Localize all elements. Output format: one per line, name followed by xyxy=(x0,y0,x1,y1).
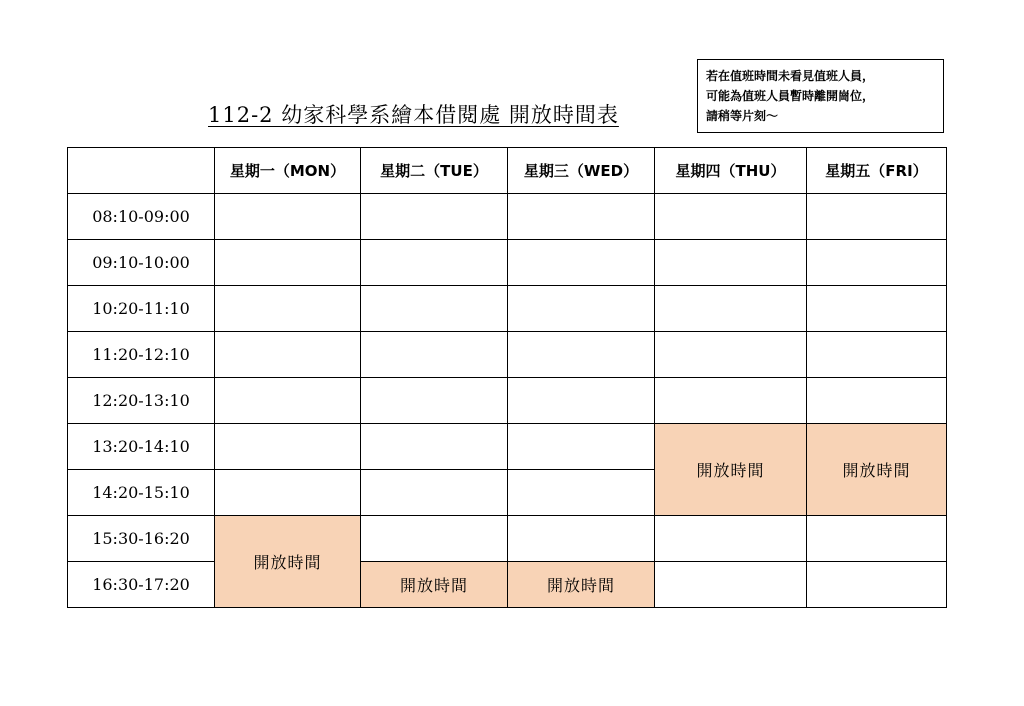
day-header-mon: 星期一（MON） xyxy=(215,148,361,194)
time-slot-label: 16:30-17:20 xyxy=(68,562,215,608)
time-slot-label: 14:20-15:10 xyxy=(68,470,215,516)
schedule-cell xyxy=(361,194,508,240)
table-row xyxy=(68,332,947,378)
schedule-cell xyxy=(807,378,947,424)
schedule-cell xyxy=(215,286,361,332)
schedule-cell xyxy=(655,378,807,424)
time-slot-label: 10:20-11:10 xyxy=(68,286,215,332)
corner-cell xyxy=(68,148,215,194)
table-row xyxy=(68,194,947,240)
table-row xyxy=(68,562,947,608)
schedule-cell xyxy=(508,378,655,424)
schedule-cell xyxy=(215,332,361,378)
schedule-cell xyxy=(215,378,361,424)
schedule-cell xyxy=(807,240,947,286)
schedule-cell xyxy=(508,424,655,470)
schedule-cell xyxy=(807,332,947,378)
table-row xyxy=(68,516,947,562)
schedule-cell xyxy=(361,516,508,562)
header-row xyxy=(68,148,947,194)
day-header-fri: 星期五（FRI） xyxy=(807,148,947,194)
notice-line: 若在值班時間未看見值班人員， xyxy=(706,69,875,83)
schedule-cell xyxy=(508,516,655,562)
day-header-wed: 星期三（WED） xyxy=(508,148,655,194)
schedule-table xyxy=(67,147,947,608)
table-row xyxy=(68,240,947,286)
schedule-cell xyxy=(655,240,807,286)
time-slot-label: 11:20-12:10 xyxy=(68,332,215,378)
day-header-thu: 星期四（THU） xyxy=(655,148,807,194)
time-slot-label: 13:20-14:10 xyxy=(68,424,215,470)
schedule-cell xyxy=(508,332,655,378)
schedule-cell xyxy=(215,240,361,286)
schedule-cell xyxy=(215,470,361,516)
open-slot-fri: 開放時間 xyxy=(807,424,947,516)
open-slot-tue: 開放時間 xyxy=(361,562,508,608)
day-header-tue: 星期二（TUE） xyxy=(361,148,508,194)
schedule-cell xyxy=(361,332,508,378)
time-slot-label: 08:10-09:00 xyxy=(68,194,215,240)
table-row xyxy=(68,286,947,332)
schedule-cell xyxy=(655,562,807,608)
time-slot-label: 09:10-10:00 xyxy=(68,240,215,286)
open-slot-wed: 開放時間 xyxy=(508,562,655,608)
schedule-cell xyxy=(361,378,508,424)
time-slot-label: 15:30-16:20 xyxy=(68,516,215,562)
schedule-cell xyxy=(215,194,361,240)
notice-box xyxy=(697,59,944,133)
schedule-cell xyxy=(361,424,508,470)
schedule-cell xyxy=(508,470,655,516)
page-title: 112-2 幼家科學系繪本借閱處 開放時間表 xyxy=(208,103,619,127)
schedule-cell xyxy=(655,286,807,332)
open-slot-mon: 開放時間 xyxy=(215,516,361,608)
schedule-cell xyxy=(807,562,947,608)
schedule-cell xyxy=(361,470,508,516)
schedule-cell xyxy=(655,332,807,378)
schedule-cell xyxy=(361,240,508,286)
schedule-cell xyxy=(655,194,807,240)
open-slot-thu: 開放時間 xyxy=(655,424,807,516)
schedule-cell xyxy=(508,194,655,240)
schedule-cell xyxy=(807,194,947,240)
table-row xyxy=(68,424,947,470)
schedule-cell xyxy=(215,424,361,470)
notice-line: 可能為值班人員暫時離開崗位， xyxy=(706,89,875,103)
time-slot-label: 12:20-13:10 xyxy=(68,378,215,424)
table-row xyxy=(68,378,947,424)
schedule-cell xyxy=(508,286,655,332)
schedule-cell xyxy=(508,240,655,286)
schedule-cell xyxy=(361,286,508,332)
notice-line: 請稍等片刻～ xyxy=(706,109,779,123)
schedule-cell xyxy=(807,286,947,332)
schedule-cell xyxy=(807,516,947,562)
schedule-cell xyxy=(655,516,807,562)
